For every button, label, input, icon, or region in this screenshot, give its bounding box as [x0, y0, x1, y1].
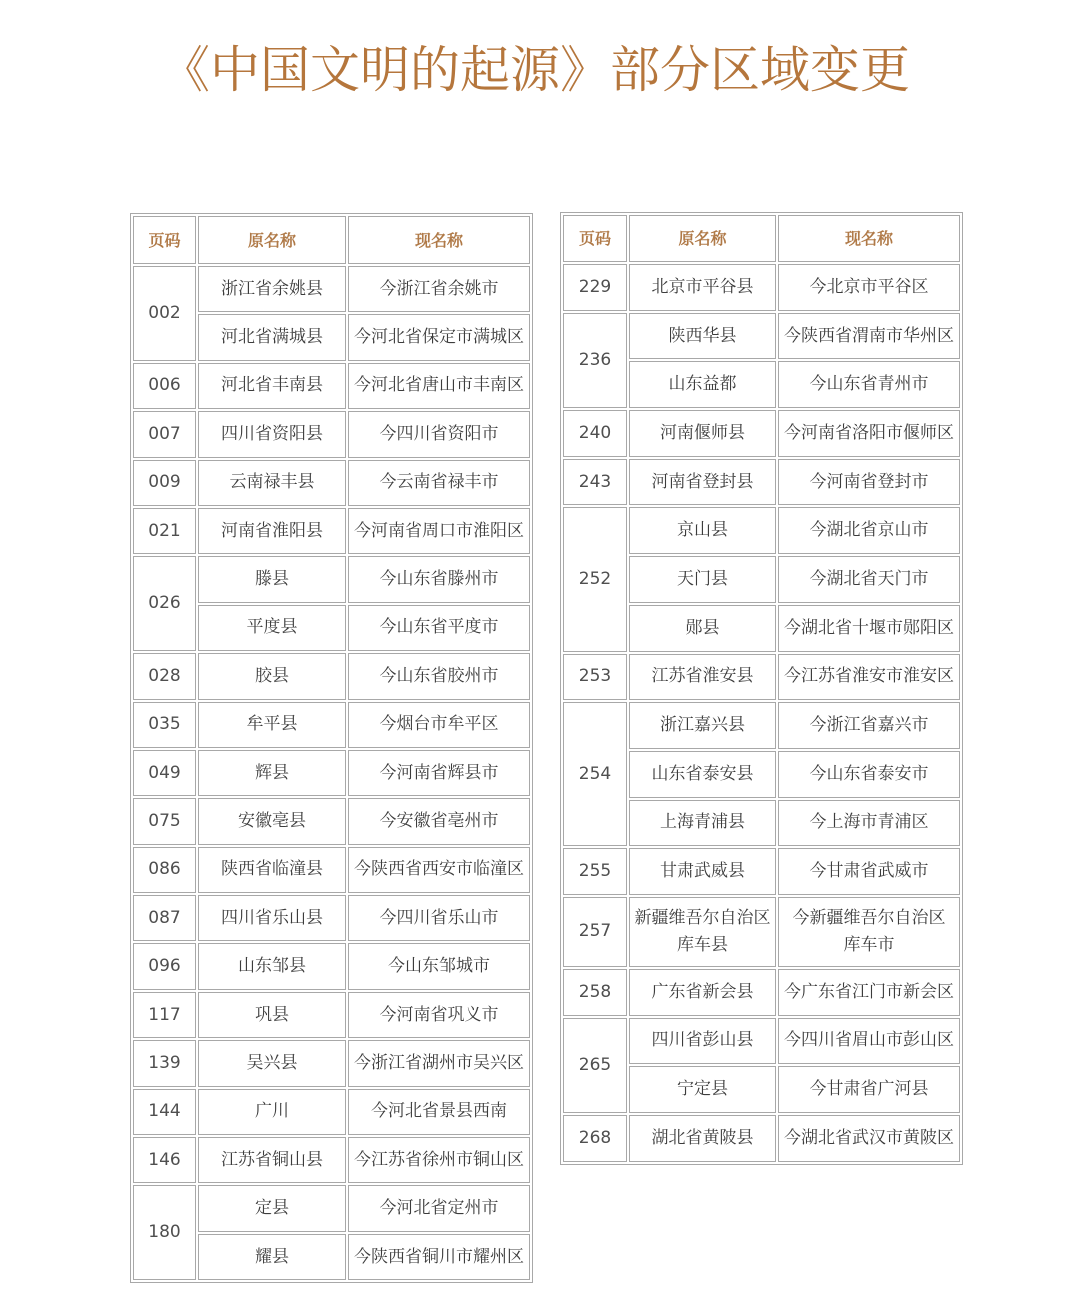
current-name-cell: 今河南省巩义市: [348, 992, 530, 1038]
current-name-cell: 今山东省泰安市: [778, 751, 960, 798]
page-number-cell: 144: [133, 1089, 196, 1135]
original-name-cell: 北京市平谷县: [629, 264, 776, 311]
original-name-cell: 云南禄丰县: [198, 460, 346, 506]
header-original-name: 原名称: [629, 215, 776, 262]
current-name-cell: 今湖北省京山市: [778, 507, 960, 554]
table-row: [563, 1018, 960, 1065]
page-title: 《中国文明的起源》部分区域变更: [160, 41, 910, 99]
table-row: [133, 460, 530, 506]
page-number-cell: 021: [133, 508, 196, 554]
header-current-name: 现名称: [348, 216, 530, 264]
original-name-cell: 河北省丰南县: [198, 363, 346, 409]
table-row: [563, 1115, 960, 1162]
page-number-cell: 006: [133, 363, 196, 409]
page-number-cell: 028: [133, 653, 196, 699]
original-name-cell: 陕西华县: [629, 313, 776, 360]
current-name-cell: 今广东省江门市新会区: [778, 969, 960, 1016]
table-body: [563, 264, 960, 1162]
page-number-cell: 146: [133, 1137, 196, 1183]
page-number-cell: 096: [133, 943, 196, 989]
original-name-cell: 浙江嘉兴县: [629, 702, 776, 749]
original-name-cell: 定县: [198, 1185, 346, 1231]
original-name-cell: 郧县: [629, 605, 776, 652]
original-name-cell: 广东省新会县: [629, 969, 776, 1016]
current-name-cell: 今江苏省徐州市铜山区: [348, 1137, 530, 1183]
original-name-cell: 山东邹县: [198, 943, 346, 989]
original-name-cell: 浙江省余姚县: [198, 266, 346, 312]
original-name-cell: 陕西省临潼县: [198, 847, 346, 893]
current-name-cell: 今浙江省湖州市吴兴区: [348, 1040, 530, 1086]
current-name-cell: 今山东省滕州市: [348, 556, 530, 602]
current-name-cell: 今云南省禄丰市: [348, 460, 530, 506]
page-number-cell: 254: [563, 702, 627, 846]
page-number-cell: 180: [133, 1185, 196, 1280]
current-name-cell: 今陕西省西安市临潼区: [348, 847, 530, 893]
page-number-cell: 265: [563, 1018, 627, 1113]
current-name-cell: 今山东省胶州市: [348, 653, 530, 699]
current-name-cell: 今安徽省亳州市: [348, 798, 530, 844]
original-name-cell: 宁定县: [629, 1066, 776, 1113]
current-name-cell: 今四川省乐山市: [348, 895, 530, 941]
current-name-cell: 今河北省保定市满城区: [348, 314, 530, 360]
original-name-cell: 巩县: [198, 992, 346, 1038]
original-name-cell: 辉县: [198, 750, 346, 796]
table-row: [563, 969, 960, 1016]
table-row: [563, 459, 960, 506]
page-number-cell: 035: [133, 702, 196, 748]
current-name-cell: 今甘肃省广河县: [778, 1066, 960, 1113]
original-name-cell: 上海青浦县: [629, 800, 776, 847]
table-row: [563, 654, 960, 701]
original-name-cell: 四川省资阳县: [198, 411, 346, 457]
current-name-cell: 今陕西省铜川市耀州区: [348, 1234, 530, 1280]
current-name-cell: 今山东省平度市: [348, 605, 530, 651]
current-name-cell: 今河北省定州市: [348, 1185, 530, 1231]
current-name-cell: 今河北省唐山市丰南区: [348, 363, 530, 409]
table-header-row: [133, 216, 530, 264]
table-row: [133, 992, 530, 1038]
current-name-cell: 今湖北省武汉市黄陂区: [778, 1115, 960, 1162]
page-number-cell: 009: [133, 460, 196, 506]
table-row: [563, 897, 960, 967]
table-row: [563, 264, 960, 311]
table-row: [133, 508, 530, 554]
current-name-cell: 今四川省眉山市彭山区: [778, 1018, 960, 1065]
page-number-cell: 258: [563, 969, 627, 1016]
header-page: 页码: [563, 215, 627, 262]
table-row: [133, 750, 530, 796]
current-name-cell: 今四川省资阳市: [348, 411, 530, 457]
original-name-cell: 河南省登封县: [629, 459, 776, 506]
page-number-cell: 007: [133, 411, 196, 457]
page-number-cell: 087: [133, 895, 196, 941]
header-original-name: 原名称: [198, 216, 346, 264]
original-name-cell: 吴兴县: [198, 1040, 346, 1086]
table-row: [563, 410, 960, 457]
current-name-cell: 今陕西省渭南市华州区: [778, 313, 960, 360]
original-name-cell: 河北省满城县: [198, 314, 346, 360]
original-name-cell: 山东省泰安县: [629, 751, 776, 798]
current-name-cell: 今河南省辉县市: [348, 750, 530, 796]
original-name-cell: 河南偃师县: [629, 410, 776, 457]
original-name-cell: 广川: [198, 1089, 346, 1135]
current-name-cell: 今河南省洛阳市偃师区: [778, 410, 960, 457]
table-row: [133, 1040, 530, 1086]
table-row: [133, 556, 530, 602]
original-name-cell: 四川省彭山县: [629, 1018, 776, 1065]
table-row: [133, 1137, 530, 1183]
current-name-cell: 今烟台市牟平区: [348, 702, 530, 748]
current-name-cell: 今山东邹城市: [348, 943, 530, 989]
table-row: [133, 798, 530, 844]
left-region-change-table: [130, 213, 533, 1283]
table-row: [133, 943, 530, 989]
current-name-cell: 今上海市青浦区: [778, 800, 960, 847]
current-name-cell: 今甘肃省武威市: [778, 848, 960, 895]
original-name-cell: 滕县: [198, 556, 346, 602]
original-name-cell: 胶县: [198, 653, 346, 699]
page-number-cell: 049: [133, 750, 196, 796]
header-current-name: 现名称: [778, 215, 960, 262]
current-name-cell: 今山东省青州市: [778, 361, 960, 408]
table-row: [133, 1185, 530, 1231]
table-body: [133, 266, 530, 1280]
page-number-cell: 236: [563, 313, 627, 408]
table-row: [133, 895, 530, 941]
current-name-cell: 今北京市平谷区: [778, 264, 960, 311]
header-page: 页码: [133, 216, 196, 264]
page-number-cell: 268: [563, 1115, 627, 1162]
current-name-cell: 今河北省景县西南: [348, 1089, 530, 1135]
page-number-cell: 002: [133, 266, 196, 361]
current-name-cell: 今新疆维吾尔自治区 库车市: [778, 897, 960, 967]
table-row: [563, 507, 960, 554]
table-row: [133, 411, 530, 457]
page-number-cell: 257: [563, 897, 627, 967]
page-number-cell: 117: [133, 992, 196, 1038]
current-name-cell: 今浙江省嘉兴市: [778, 702, 960, 749]
original-name-cell: 牟平县: [198, 702, 346, 748]
page-number-cell: 240: [563, 410, 627, 457]
page-number-cell: 026: [133, 556, 196, 651]
table-row: [133, 1089, 530, 1135]
original-name-cell: 四川省乐山县: [198, 895, 346, 941]
page-number-cell: 252: [563, 507, 627, 651]
original-name-cell: 湖北省黄陂县: [629, 1115, 776, 1162]
original-name-cell: 耀县: [198, 1234, 346, 1280]
current-name-cell: 今浙江省余姚市: [348, 266, 530, 312]
table-row: [563, 313, 960, 360]
page-number-cell: 253: [563, 654, 627, 701]
page-number-cell: 086: [133, 847, 196, 893]
original-name-cell: 京山县: [629, 507, 776, 554]
original-name-cell: 天门县: [629, 556, 776, 603]
original-name-cell: 江苏省淮安县: [629, 654, 776, 701]
current-name-cell: 今湖北省天门市: [778, 556, 960, 603]
table-header-row: [563, 215, 960, 262]
table-row: [563, 848, 960, 895]
current-name-cell: 今河南省登封市: [778, 459, 960, 506]
original-name-cell: 河南省淮阳县: [198, 508, 346, 554]
table-row: [133, 266, 530, 312]
page-number-cell: 229: [563, 264, 627, 311]
current-name-cell: 今江苏省淮安市淮安区: [778, 654, 960, 701]
current-name-cell: 今河南省周口市淮阳区: [348, 508, 530, 554]
current-name-cell: 今湖北省十堰市郧阳区: [778, 605, 960, 652]
table-row: [133, 363, 530, 409]
original-name-cell: 平度县: [198, 605, 346, 651]
right-region-change-table: [560, 212, 963, 1165]
original-name-cell: 新疆维吾尔自治区 库车县: [629, 897, 776, 967]
page-number-cell: 075: [133, 798, 196, 844]
table-row: [133, 653, 530, 699]
table-row: [133, 702, 530, 748]
original-name-cell: 山东益都: [629, 361, 776, 408]
original-name-cell: 甘肃武威县: [629, 848, 776, 895]
original-name-cell: 安徽亳县: [198, 798, 346, 844]
table-row: [563, 702, 960, 749]
page-number-cell: 255: [563, 848, 627, 895]
original-name-cell: 江苏省铜山县: [198, 1137, 346, 1183]
page-number-cell: 139: [133, 1040, 196, 1086]
table-row: [133, 847, 530, 893]
page-number-cell: 243: [563, 459, 627, 506]
